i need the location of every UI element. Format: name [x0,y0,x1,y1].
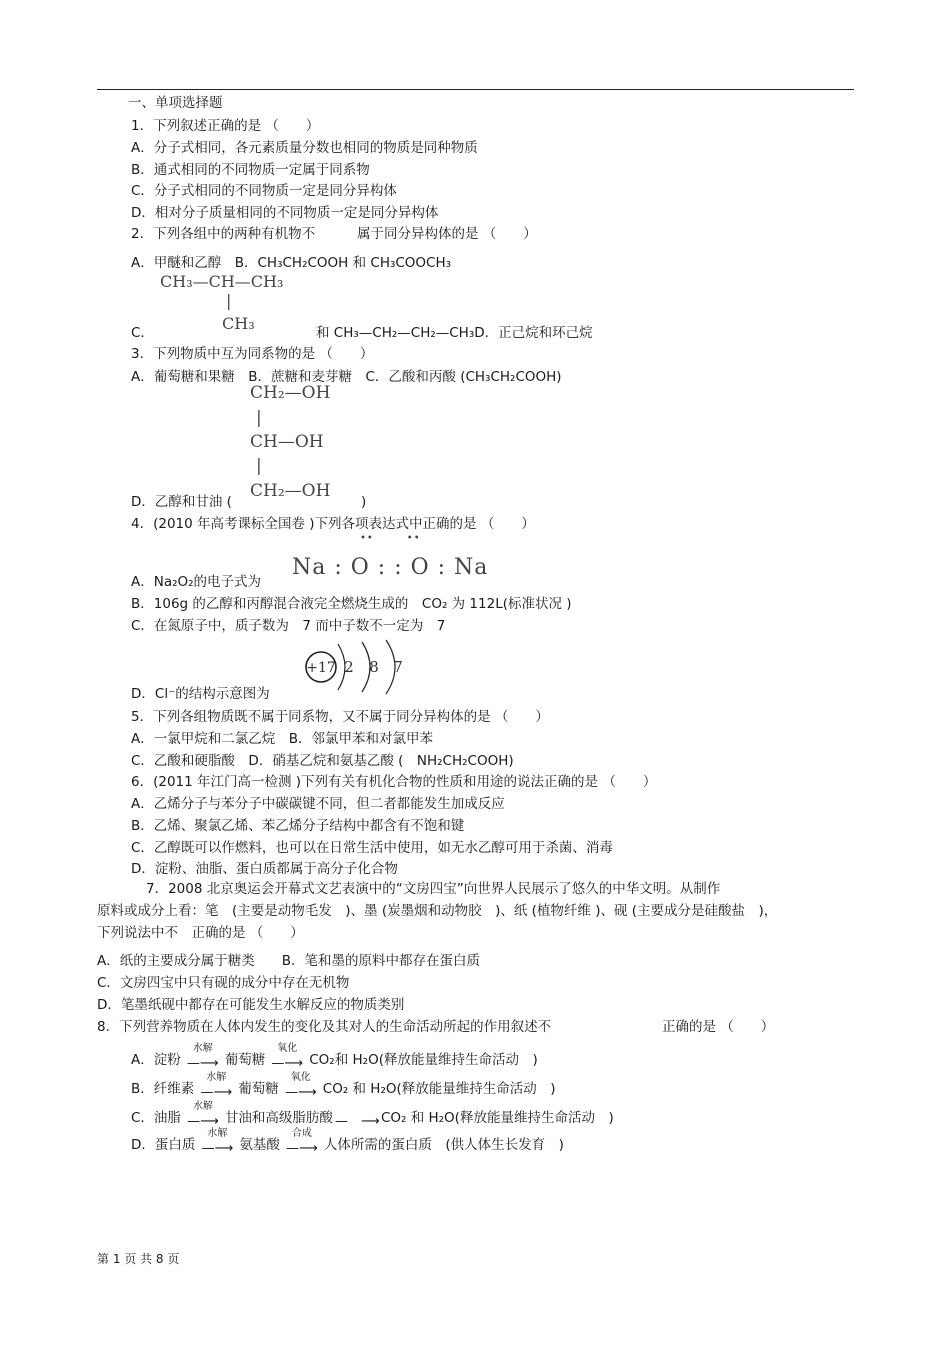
q6-option-b: B．乙烯、聚氯乙烯、苯乙烯分子结构中都含有不饱和键 [131,818,465,834]
q1-option-d: D．相对分子质量相同的不同物质一定是同分异构体 [131,205,439,221]
hydrolysis-label: 水解 [207,1128,228,1139]
q6-option-d: D．淀粉、油脂、蛋白质都属于高分子化合物 [131,861,398,877]
q2-options-cd: 和 CH₃—CH₂—CH₂—CH₃D．正己烷和环己烷 [316,325,593,341]
shell-2-count: 8 [369,658,379,676]
q8-option-d [131,1128,564,1156]
nucleus-charge: +17 [306,660,336,676]
arrow-icon: —⟶ [271,1056,304,1071]
q2-stem: 2．下列各组中的两种有机物不 [131,226,316,242]
q4-option-c: C．在氮原子中，质子数为 7 而中子数不一定为 7 [131,618,446,634]
q3-struct-line2: CH—OH [250,432,324,452]
q8-d-intermediate: 氨基酸 [239,1137,280,1153]
q8-c-arrow-1 [183,1101,223,1129]
section-title: 一、单项选择题 [128,95,223,111]
q7-option-d: D．笔墨纸砚中都存在可能发生水解反应的物质类别 [97,997,405,1013]
q3-stem: 3．下列物质中互为同系物的是 （ ） [131,346,374,362]
q1-option-b: B．通式相同的不同物质一定属于同系物 [131,162,370,178]
q8-c-product: CO₂ 和 H₂O(释放能量维持生命活动 ) [380,1110,614,1126]
q1-stem: 1．下列叙述正确的是 （ ） [131,118,320,134]
hydrolysis-label: 水解 [192,1101,213,1112]
q8-d-product: 人体所需的蛋白质 (供人体生长发育 ) [323,1137,564,1153]
q8-option-c [131,1101,614,1129]
oxidation-label: 氧化 [290,1072,311,1083]
q8-c-intermediate: 甘油和高级脂肪酸 [224,1110,333,1126]
q8-stem: 8．下列营养物质在人体内发生的变化及其对人的生命活动所起的作用叙述不 [97,1019,552,1035]
q3-struct-bond1: | [256,408,262,428]
q3-struct-line3: CH₂—OH [250,481,331,501]
q7-stem-line1: 7．2008 北京奥运会开幕式文艺表演中的“文房四宝”向世界人民展示了悠久的中华文明。从制作 [146,881,721,897]
q2-struct-top: CH₃—CH—CH₃ [160,272,284,291]
q1-option-a: A．分子式相同，各元素质量分数也相同的物质是同种物质 [131,140,478,156]
arrow-icon: —⟶ [201,1141,234,1156]
q5-stem: 5．下列各组物质既不属于同系物，又不属于同分异构体的是 （ ） [131,709,549,725]
oxidation-label: 氧化 [277,1043,298,1054]
q8-option-b [131,1072,556,1100]
arrow-icon: — ⟶ [334,1114,380,1129]
q2-options-ab: A．甲醚和乙醇 B．CH₃CH₂COOH 和 CH₃COOCH₃ [131,255,452,271]
q7-stem-line2: 原料或成分上看：笔 (主要是动物毛发 )、墨 (炭墨烟和动物胶 )、纸 (植物纤维 )、砚 (主要成分是硅酸盐 )， [97,903,778,919]
arrow-icon: —⟶ [186,1056,219,1071]
q8-d-arrow-2 [282,1128,322,1156]
q2-struct-bond: | [226,291,232,310]
q2-stem-tail: 属于同分异构体的是 （ ） [357,226,537,242]
synthesis-label: 合成 [291,1128,312,1139]
q7-options-ab: A．纸的主要成分属于糖类 B．笔和墨的原料中都存在蛋白质 [97,953,480,969]
q5-options-ab: A．一氯甲烷和二氯乙烷 B．邻氯甲苯和对氯甲苯 [131,731,433,747]
q4-option-a: A．Na₂O₂的电子式为 [131,574,262,590]
q6-stem: 6．(2011 年江门高一检测 )下列有关有机化合物的性质和用途的说法正确的是 （ ） [131,774,657,790]
cl-ion-structure-diagram [300,638,410,698]
q2-option-c-label: C． [131,325,154,341]
q4-electron-dots: •• •• [360,533,421,544]
q8-b-intermediate: 葡萄糖 [238,1081,279,1097]
hydrolysis-label: 水解 [192,1043,213,1054]
header-rule [97,89,854,90]
q8-c-reactant: C．油脂 [131,1110,181,1126]
q8-b-arrow-2 [281,1072,321,1100]
q8-c-arrow-2 [334,1110,380,1129]
q8-d-arrow-1 [197,1128,237,1156]
arrow-icon: —⟶ [187,1114,219,1129]
q4-option-b: B．106g 的乙醇和丙醇混合液完全燃烧生成的 CO₂ 为 112L(标准状况 ) [131,596,572,612]
q8-a-arrow-1 [183,1043,223,1071]
arrow-icon: —⟶ [284,1085,317,1100]
shell-3-count: 7 [393,658,403,676]
q8-b-product: CO₂ 和 H₂O(释放能量维持生命活动 ) [322,1081,556,1097]
shell-1-count: 2 [344,658,354,676]
q4-option-d: D．Cl⁻的结构示意图为 [131,686,270,702]
q8-a-reactant: A．淀粉 [131,1052,181,1068]
q7-option-c: C．文房四宝中只有砚的成分中存在无机物 [97,975,350,991]
q8-a-arrow-2 [267,1043,307,1071]
q2-struct-bottom: CH₃ [222,314,255,333]
q7-stem-line3: 下列说法中不 正确的是 （ ） [97,925,304,941]
q4-na2o2-formula: Na : O : : O : Na [292,555,489,580]
q8-a-intermediate: 葡萄糖 [224,1052,266,1068]
hydrolysis-label: 水解 [206,1072,227,1083]
q8-option-a [131,1043,538,1071]
q5-options-cd: C．乙酸和硬脂酸 D．硝基乙烷和氨基乙酸 ( NH₂CH₂COOH) [131,753,514,769]
q3-option-d: D．乙醇和甘油 ( [131,494,232,510]
q3-options-abc: A．葡萄糖和果糖 B．蔗糖和麦芽糖 C．乙酸和丙酸 (CH₃CH₂COOH) [131,369,562,385]
q3-struct-bond2: | [256,456,262,476]
q6-option-a: A．乙烯分子与苯分子中碳碳键不同，但二者都能发生加成反应 [131,796,505,812]
q8-stem-tail: 正确的是 （ ） [662,1019,775,1035]
q1-option-c: C．分子式相同的不同物质一定是同分异构体 [131,183,397,199]
q8-a-product: CO₂和 H₂O(释放能量维持生命活动 ) [309,1052,538,1068]
arrow-icon: —⟶ [286,1141,318,1156]
q3-option-d-close: ) [361,494,367,510]
q6-option-c: C．乙醇既可以作燃料，也可以在日常生活中使用，如无水乙醇可用于杀菌、消毒 [131,840,613,856]
q8-d-reactant: D．蛋白质 [131,1137,196,1153]
page-footer: 第 1 页 共 8 页 [97,1252,180,1266]
q3-struct-line1: CH₂—OH [250,383,331,403]
q8-b-arrow-1 [196,1072,236,1100]
arrow-icon: —⟶ [200,1085,233,1100]
q8-b-reactant: B．纤维素 [131,1081,195,1097]
q4-stem: 4．(2010 年高考课标全国卷 )下列各项表达式中正确的是 （ ） [131,516,535,532]
